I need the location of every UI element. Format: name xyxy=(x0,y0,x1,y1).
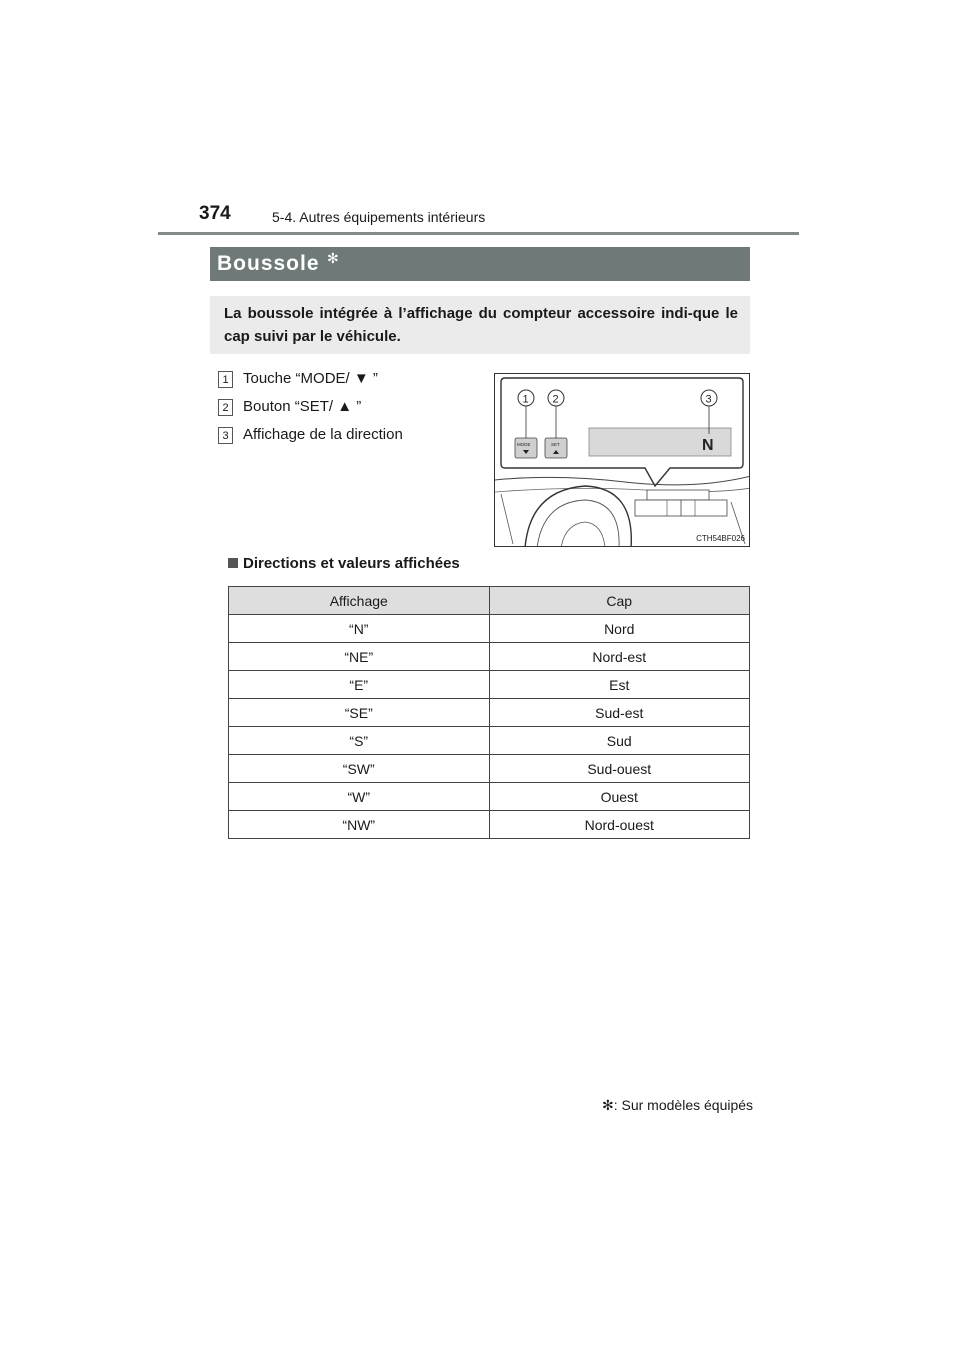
set-button xyxy=(545,438,567,458)
intro-box xyxy=(210,296,750,354)
directions-table xyxy=(228,586,750,839)
callout-number-1: 1 xyxy=(522,393,529,406)
table-row xyxy=(229,699,750,727)
callout-number-3: 3 xyxy=(705,393,712,406)
mode-button xyxy=(515,438,537,458)
table-cell: “NW” xyxy=(229,811,490,839)
table-row xyxy=(229,615,750,643)
title-asterisk: ✻ xyxy=(327,250,339,266)
dashboard-line xyxy=(495,488,750,492)
table-cell: Nord-est xyxy=(489,643,750,671)
legend-text: Touche “MODE/ ▼ ” xyxy=(243,370,378,387)
table-cell: Sud xyxy=(489,727,750,755)
column-header: Cap xyxy=(489,587,750,615)
table-cell: “W” xyxy=(229,783,490,811)
table-cell: Ouest xyxy=(489,783,750,811)
table-row xyxy=(229,783,750,811)
compass-illustration xyxy=(494,373,750,547)
figure-code: CTH54BF026 xyxy=(696,534,745,543)
column-header: Affichage xyxy=(229,587,490,615)
table-cell: Nord xyxy=(489,615,750,643)
table-cell: Est xyxy=(489,671,750,699)
legend-text: Bouton “SET/ ▲ ” xyxy=(243,398,362,415)
display-letter: N xyxy=(702,437,714,454)
table-row xyxy=(229,643,750,671)
table-cell: “S” xyxy=(229,727,490,755)
table-row xyxy=(229,671,750,699)
legend-text: Affichage de la direction xyxy=(243,426,403,443)
table-cell: Nord-ouest xyxy=(489,811,750,839)
page-title: Boussole xyxy=(217,252,320,275)
table-cell: “NE” xyxy=(229,643,490,671)
square-bullet-icon xyxy=(228,558,238,568)
mode-button-label: MODE xyxy=(517,442,531,447)
legend-number: 1 xyxy=(218,371,233,388)
title-bar xyxy=(210,247,750,281)
table-heading-text: Directions et valeurs affichées xyxy=(243,555,460,572)
table-cell: Sud-est xyxy=(489,699,750,727)
table-cell: “N” xyxy=(229,615,490,643)
steering-hub xyxy=(561,522,605,547)
dashboard-drawing xyxy=(495,374,750,547)
table-cell: Sud-ouest xyxy=(489,755,750,783)
table-heading xyxy=(228,555,460,572)
dashboard-top-line xyxy=(495,476,750,485)
table-row xyxy=(229,727,750,755)
table-cell: “SW” xyxy=(229,755,490,783)
header-rule xyxy=(158,232,799,235)
page-number: 374 xyxy=(199,203,231,224)
table-row xyxy=(229,811,750,839)
set-button-label: SET xyxy=(551,442,560,447)
table-cell: “E” xyxy=(229,671,490,699)
footnote: ✻: Sur modèles équipés xyxy=(602,1097,754,1113)
legend-number: 2 xyxy=(218,399,233,416)
table-row xyxy=(229,755,750,783)
callout-number-2: 2 xyxy=(552,393,559,406)
table-header-row xyxy=(229,587,750,615)
intro-text: La boussole intégrée à l’affichage du compteur accessoire indi-que le cap suivi par le véhicule. xyxy=(224,305,738,345)
section-title: 5-4. Autres équipements intérieurs xyxy=(272,209,486,225)
legend-number: 3 xyxy=(218,427,233,444)
table-cell: “SE” xyxy=(229,699,490,727)
steering-wheel xyxy=(525,486,631,547)
accessory-meter xyxy=(647,490,709,500)
pillar-line xyxy=(501,494,513,544)
